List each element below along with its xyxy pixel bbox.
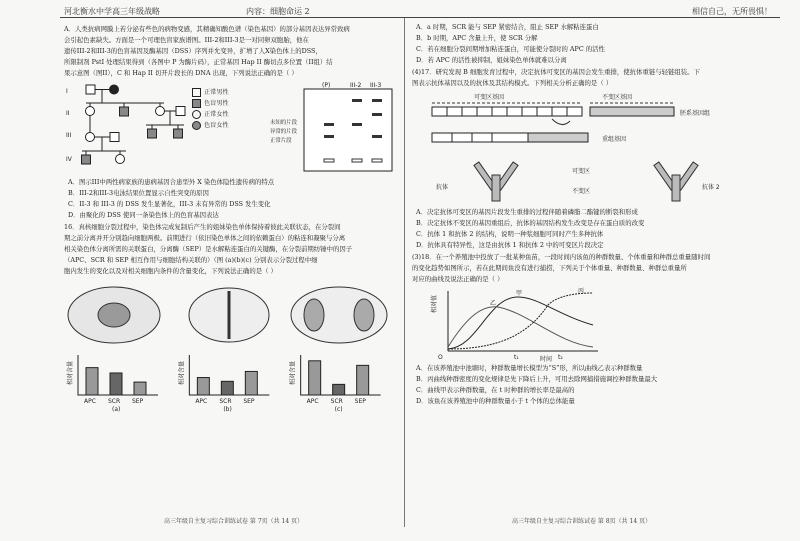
option-c: C．若在细胞分裂间期增加粘连蛋白，可能使分裂时的 APC 的活性 xyxy=(416,45,605,53)
option-a: A．图示III中两性病家族的患病基因合患型外 X 染色体隐性遗传病的特点 xyxy=(68,178,275,186)
lane-label: (P) xyxy=(322,82,331,89)
pedigree-legend xyxy=(192,87,229,131)
legend-item: 正常男性 xyxy=(192,87,229,98)
svg-text:O: O xyxy=(438,354,443,361)
text-line: 的变化趋势如图所示，若在此期间鱼没有进行捕捞，下列关于个体重量、种群数量、种群总重量所 xyxy=(412,264,687,272)
band-label: 异常的片段 xyxy=(270,129,297,135)
lane-label: III-2 xyxy=(350,82,362,89)
cell-illustrations xyxy=(64,283,398,349)
question-intro xyxy=(64,24,398,79)
option-a: A．在该养殖池中池塘时，种群数量增长模型为“S”形，所以曲线乙表示种群数量 xyxy=(416,364,643,372)
option-d: D．抗体具有特异性，这是由抗体 1 和抗体 2 中的可变区片段决定 xyxy=(416,241,604,249)
figure-row xyxy=(64,79,398,177)
gel-band xyxy=(372,113,382,116)
chart-bar xyxy=(86,368,98,395)
nucleus xyxy=(98,303,130,327)
bar-chart-group xyxy=(64,349,398,413)
gel-band xyxy=(352,123,362,126)
antibody-1 xyxy=(474,162,518,201)
text-line: 图表示抗体基因以及的抗体及其结构模式。下列相关分析正确的是（ ） xyxy=(412,79,613,87)
q17-options xyxy=(412,207,778,251)
text-line: 相关染色体分离所需的关联蛋白，分离酶（SEP）是水解粘连蛋白的关键酶，在分裂前期纺锤中的因子 xyxy=(64,245,353,253)
svg-text:时间: 时间 xyxy=(540,356,553,363)
chart-ylabel: 相对含量 xyxy=(289,360,297,385)
option-d: D．若 APC 的活性被抑制，姐妹染色单体就难以分离 xyxy=(416,56,567,64)
option-a: A．a 时期，SCR 能与 SEP 紧密结合，阻止 SEP 水解粘连蛋白 xyxy=(416,23,599,31)
curve-yi xyxy=(448,307,593,347)
svg-text:可变区: 可变区 xyxy=(572,168,591,175)
svg-text:相对值: 相对值 xyxy=(431,294,438,313)
pedigree-chart xyxy=(64,79,194,175)
chart-xlabel: SCR xyxy=(219,398,232,405)
svg-text:乙: 乙 xyxy=(490,300,497,307)
option-d: D．该鱼在该养殖池中的种群数量小于 t 个体的总体能量 xyxy=(416,397,575,405)
svg-text:不变区基因: 不变区基因 xyxy=(602,94,633,101)
curve-chart xyxy=(428,285,628,363)
svg-text:t₂: t₂ xyxy=(558,354,563,361)
svg-text:丙: 丙 xyxy=(578,288,585,295)
option-c: C．II-3 和 III-3 的 DSS 发生显著化，III-3 未有异常的 DSS 发生变化 xyxy=(68,200,271,208)
gel-well xyxy=(372,159,382,162)
chart-bar xyxy=(221,381,233,395)
page-footer-right: 高三年级自主复习综合训练试卷 第 8页（共 14 页） xyxy=(512,518,652,525)
band-label: 正常片段 xyxy=(270,138,292,144)
gel-electrophoresis xyxy=(302,79,396,175)
lane-label: III-3 xyxy=(370,82,382,89)
gel-band xyxy=(324,135,334,138)
chart-bar xyxy=(245,371,257,395)
chart-bar xyxy=(134,382,146,395)
q18-options xyxy=(412,363,778,407)
chart-ylabel: 相对含量 xyxy=(67,360,74,385)
q16-options xyxy=(412,22,778,66)
gel-band xyxy=(352,99,362,102)
svg-text:胚系基因组: 胚系基因组 xyxy=(680,110,711,117)
chart-caption: (c) xyxy=(334,406,343,413)
text-line: (3)18．在一个养殖池中投放了一批某种鱼苗，一段时间内该鱼的种群数量、个体重量和种群总重量随时间 xyxy=(412,253,711,261)
question-16 xyxy=(64,222,398,277)
gel-band-labels xyxy=(270,119,297,146)
text-line: 会引起色素缺失。方面是一个可理色盲家族谱图。III-2和III-3是一对同卵双胞胎，他在 xyxy=(64,36,309,44)
legend-item: 色盲女性 xyxy=(192,120,229,131)
chart-bar xyxy=(357,365,369,395)
gel-band xyxy=(372,135,382,138)
svg-text:重组基因: 重组基因 xyxy=(602,136,627,143)
option-d: D．由聚化的 DSS 使同一条染色体上的色盲基因表达 xyxy=(68,211,219,219)
gel-band xyxy=(324,123,334,126)
chart-xlabel: SCR xyxy=(330,398,343,405)
curve-bing xyxy=(448,293,593,349)
gen-label: III xyxy=(66,132,72,139)
svg-text:可变区基因: 可变区基因 xyxy=(474,94,505,101)
gene-diagram-svg xyxy=(412,89,778,207)
chart-xlabel: SEP xyxy=(132,398,144,405)
chart-bar xyxy=(197,378,209,395)
chart-xlabel: APC xyxy=(84,398,96,405)
text-line: 遗传III-2和III-3的色盲基因及酶基因（DSS）序列并允变异，扩增了人X染色体上的DSS， xyxy=(64,47,322,55)
chart-caption: (a) xyxy=(112,406,121,413)
text-line: 期之前分离并开分别趋向细胞两极。前期进行（依旧染色单体之间的依赖蛋白）的粘连和凝聚与分离 xyxy=(64,234,346,242)
gen-label: II xyxy=(66,110,70,117)
text-line: 所限制剂 PstI 处理结果得到（各图中 P 为酶片码），正常基因 Hap II 酶切点多位置（II组）结 xyxy=(64,58,333,66)
text-line: (4)17．研究发现 B 细胞发育过程中，决定抗体可变区的基因会发生重排，使抗体重链与轻链组装。下 xyxy=(412,68,700,76)
gel-band xyxy=(372,99,382,102)
question-options xyxy=(64,177,398,221)
svg-text:甲: 甲 xyxy=(516,290,523,297)
antibody-2 xyxy=(654,162,698,201)
text-line: 胞内发生的变化以及对相关细胞内条件的含量变化，下列说法正确的是（ ） xyxy=(64,267,277,275)
text-line: 16．真核细胞分裂过程中，染色体完成复制后产生的姐妹染色单体保持着彼此关联状态，在分裂间 xyxy=(64,223,341,231)
chart-bar xyxy=(110,373,122,395)
gen-label: I xyxy=(66,88,68,95)
svg-text:t₁: t₁ xyxy=(514,354,519,361)
chart-xlabel: SCR xyxy=(108,398,121,405)
svg-text:不变区: 不变区 xyxy=(572,188,591,195)
page-footer-left: 高三年级自主复习综合训练试卷 第 7页（共 14 页） xyxy=(164,518,304,525)
male-symbol xyxy=(86,85,95,94)
cell-figures xyxy=(64,283,398,415)
chart-xlabel: SEP xyxy=(354,398,366,405)
legend-item: 正常女性 xyxy=(192,109,229,120)
option-c: C．曲线甲表示种群数量，在 t 时种群的增长率是最高的 xyxy=(416,386,575,394)
text-line: （APC、SCR 和 SEP 相互作用与细胞结构关联的）（图 (a)(b)(c) 分别表示分裂过程中细 xyxy=(64,256,318,264)
female-symbol xyxy=(110,85,119,94)
chart-xlabel: APC xyxy=(195,398,208,405)
header-motto: 相信自己，无所畏惧！ xyxy=(692,7,772,16)
option-b: B．III-2和III-3电泳结果位置显示自性突变的原因 xyxy=(68,189,209,197)
chart-xlabel: SEP xyxy=(243,398,255,405)
chart-bar xyxy=(309,361,321,395)
question-18 xyxy=(412,252,778,285)
column-divider xyxy=(404,18,405,527)
gene-diagram xyxy=(412,89,778,207)
svg-text:抗体: 抗体 xyxy=(436,184,449,191)
option-b: B．丙曲线种群密度的变化规律是先下降后上升，可用去除网捕措施调控种群数量最大 xyxy=(416,375,658,383)
gel-well xyxy=(352,159,362,162)
option-a: A．决定抗体可变区的基因片段发生重排的过程伴随着磷脂二酯键的断裂和形成 xyxy=(416,208,638,216)
svg-text:抗体 2: 抗体 2 xyxy=(702,184,720,191)
option-c: C．抗体 1 和抗体 2 的结构，说明一种浆细胞可同时产生多种抗体 xyxy=(416,230,604,238)
chart-caption: (b) xyxy=(223,406,232,413)
legend-item: 色盲男性 xyxy=(192,98,229,109)
text-line: 果示意图（图II），C 和 Hap II 切开片段长的 DNA 出现，下列说法正确的是（ ） xyxy=(64,69,298,77)
text-line: A．人类抗病网膜上若分泌有些色的病物变感，其精确知酸色谱（染色基因）的部分基因表达异常致病 xyxy=(64,25,350,33)
left-column xyxy=(64,18,398,527)
band-label: 未知的片段 xyxy=(270,120,297,126)
chart-bar xyxy=(333,384,345,395)
right-column xyxy=(412,18,778,527)
chart-ylabel: 相对含量 xyxy=(178,360,186,385)
question-17 xyxy=(412,67,778,89)
option-b: B．b 时期，APC 含量上升，使 SCR 分解 xyxy=(416,34,538,42)
chart-xlabel: APC xyxy=(306,398,319,405)
gen-label: IV xyxy=(66,156,72,163)
curve-figure xyxy=(412,285,778,363)
option-b: B．决定抗体不变区的基因重组后，抗体的基因结构发生改变是存在蛋白质的改变 xyxy=(416,219,645,227)
gel-well xyxy=(324,159,334,162)
header-title: 内容：细胞命运 2 xyxy=(246,7,310,16)
text-line: 对应的曲线及说法正确的是（ ） xyxy=(412,275,504,283)
header-school: 河北衡水中学高三年级战略 xyxy=(64,7,160,16)
